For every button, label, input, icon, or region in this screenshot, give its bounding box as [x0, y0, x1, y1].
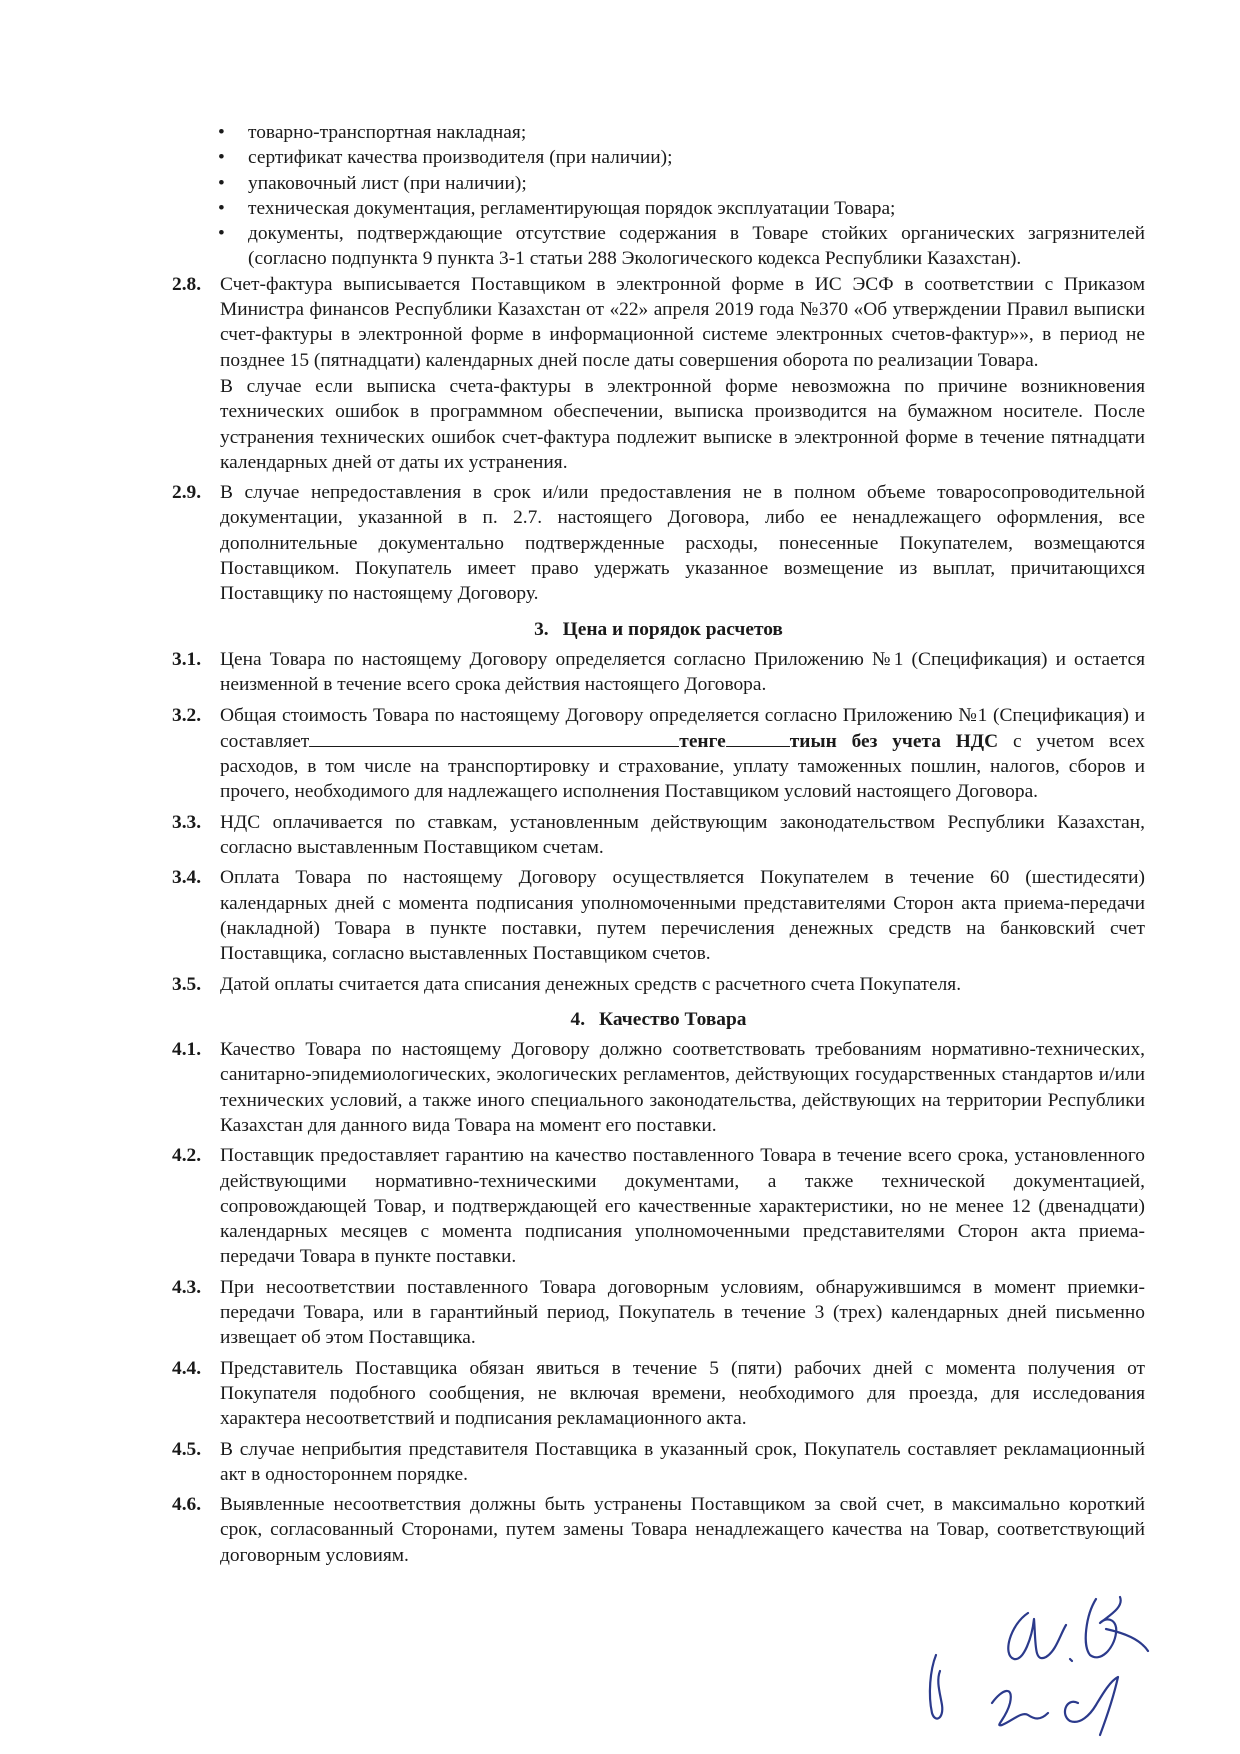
clause-4-1 — [172, 1037, 1145, 1138]
clause-number: 4.6. — [172, 1494, 202, 1516]
currency-label: тиын без учета НДС — [789, 730, 999, 752]
clause-paragraph: В случае неприбытия представителя Поставщика в указанный срок, Покупатель составляет рекламационный акт в одностороннем порядке. — [220, 1438, 1145, 1485]
clause-paragraph: В случае непредоставления в срок и/или предоставления не в полном объеме товаросопроводительной документации, указанной в п. 2.7. настоящего Договора, либо ее ненадлежащего оформления, все дополнительные документально подтвержденные расходы, понесенные Покупателем, возмещаются Поставщиком. Покупатель имеет право удержать указанное возмещение из выплат, причитающихся Поставщику по настоящему Договору. — [220, 482, 1145, 605]
clause-paragraph — [220, 703, 1145, 805]
list-item-text: товарно-транспортная накладная; — [248, 122, 527, 143]
clause-number: 4.3. — [172, 1276, 202, 1298]
clause-number: 4.1. — [172, 1039, 202, 1061]
signature-stroke — [1106, 1629, 1148, 1651]
signature-stroke — [1065, 1677, 1118, 1735]
list-item — [172, 196, 1145, 221]
clause-number: 3.5. — [172, 973, 202, 995]
clause-3-2 — [172, 703, 1145, 805]
clause-number: 3.4. — [172, 867, 202, 889]
clause-paragraph: Выявленные несоответствия должны быть устранены Поставщиком за свой счет, в максимально короткий срок, согласованный Сторонами, путем замены Товара ненадлежащего качества на Товар, соответствующий договорным условиям. — [220, 1494, 1145, 1566]
clause-number: 4.5. — [172, 1438, 202, 1460]
clause-paragraph: Цена Товара по настоящему Договору определяется согласно Приложению №1 (Спецификация) и остается неизменной в течение всего срока действия настоящего Договора. — [220, 648, 1145, 696]
signature-stroke — [930, 1655, 942, 1719]
section-number: 3. — [534, 618, 549, 640]
clause-number: 2.8. — [172, 273, 202, 295]
list-item — [172, 221, 1145, 272]
clause-3-4 — [172, 865, 1145, 966]
bullet-icon: • — [218, 172, 225, 194]
clause-4-5 — [172, 1437, 1145, 1488]
clause-paragraph: При несоответствии поставленного Товара договорным условиям, обнаружившимся в момент приемки-передачи Товара, или в гарантийный период, Покупатель в течение 3 (трех) календарных дней письменно извещает об этом Поставщика. — [220, 1276, 1145, 1349]
clause-number: 3.2. — [172, 704, 202, 726]
clause-paragraph: Датой оплаты считается дата списания денежных средств с расчетного счета Покупателя. — [220, 973, 962, 995]
clause-4-2 — [172, 1143, 1145, 1269]
signature-stroke — [1086, 1597, 1121, 1657]
list-item — [172, 145, 1145, 170]
signature-stroke — [1070, 1659, 1072, 1661]
section-heading — [172, 1007, 1145, 1032]
bullet-icon: • — [218, 223, 225, 245]
currency-label: тенге — [679, 730, 726, 752]
section-title: Качество Товара — [599, 1008, 747, 1030]
signature-stroke — [992, 1691, 1048, 1725]
clause-number: 4.2. — [172, 1145, 202, 1167]
amount-blank-tenge — [309, 728, 679, 747]
clause-4-4 — [172, 1356, 1145, 1432]
list-item — [172, 120, 1145, 145]
clause-number: 3.1. — [172, 648, 202, 670]
bullet-icon: • — [218, 122, 225, 143]
document-list — [172, 120, 1145, 272]
list-item-text: сертификат качества производителя (при наличии); — [248, 147, 673, 169]
signature-stroke — [1008, 1613, 1066, 1659]
clause-3-3 — [172, 810, 1145, 861]
clause-2-9 — [172, 480, 1145, 606]
clause-4-6 — [172, 1492, 1145, 1568]
clause-2-8 — [172, 272, 1145, 475]
handwritten-signatures — [910, 1585, 1180, 1745]
clause-number: 4.4. — [172, 1357, 202, 1379]
section-title: Цена и порядок расчетов — [562, 618, 783, 640]
clause-3-1 — [172, 647, 1145, 698]
clause-text: с учетом всех расходов, в том числе на транспортировку и страхование, уплату таможенных пошлин, налогов, сборов и прочего, необходимого для надлежащего исполнения Поставщиком условий настоящего Договора. — [220, 730, 1145, 803]
list-item-text: упаковочный лист (при наличии); — [248, 172, 527, 194]
clause-text: Общая стоимость Товара по настоящему Договору определяется согласно Приложению №1 (Спецификация) и составляет — [220, 704, 1145, 752]
list-item-text: документы, подтверждающие отсутствие содержания в Товаре стойких органических загрязнителей (согласно подпункта 9 пункта 3-1 статьи 288 Экологического кодекса Республики Казахстан). — [248, 223, 1145, 270]
clause-paragraph: Оплата Товара по настоящему Договору осуществляется Покупателем в течение 60 (шестидесяти) календарных дней с момента подписания уполномоченными представителями Сторон акта приема-передачи (накладной) Товара в пункте поставки, путем перечисления денежных средств на банковский счет Поставщика, согласно выставленных Поставщиком счетов. — [220, 867, 1145, 965]
clause-4-3 — [172, 1275, 1145, 1351]
clause-paragraph: Представитель Поставщика обязан явиться в течение 5 (пяти) рабочих дней с момента получения от Покупателя подобного сообщения, не включая времени, необходимого для проезда, для исследования характера несоответствий и подписания рекламационного акта. — [220, 1357, 1145, 1430]
clause-paragraph: Поставщик предоставляет гарантию на качество поставленного Товара в течение всего срока, установленного действующими нормативно-техническими документами, а также технической документацией, сопровождающей Товар, и подтверждающей его качественные характеристики, но не менее 12 (двенадцати) календарных месяцев с момента подписания уполномоченными представителями Сторон акта приема-передачи Товара в пункте поставки. — [220, 1145, 1145, 1268]
clause-paragraph: НДС оплачивается по ставкам, установленным действующим законодательством Республики Казахстан, согласно выставленным Поставщиком счетам. — [220, 811, 1145, 859]
clause-3-5 — [172, 972, 1145, 997]
section-number: 4. — [570, 1008, 586, 1030]
list-item-text: техническая документация, регламентирующая порядок эксплуатации Товара; — [248, 197, 896, 219]
amount-blank-tiyn — [726, 728, 790, 747]
clause-number: 3.3. — [172, 811, 202, 833]
bullet-icon: • — [218, 197, 225, 219]
clause-paragraph: В случае если выписка счета-фактуры в электронной форме невозможна по причине возникновения технических ошибок в программном обеспечении, выписка производится на бумажном носителе. После устранения технических ошибок счет-фактура подлежит выписке в электронной форме в течение пятнадцати календарных дней от даты их устранения. — [220, 375, 1145, 473]
clause-number: 2.9. — [172, 482, 202, 504]
clause-paragraph: Счет-фактура выписывается Поставщиком в электронной форме в ИС ЭСФ в соответствии с Приказом Министра финансов Республики Казахстан от «22» апреля 2019 года №370 «Об утверждении Правил выписки счет-фактуры в электронной форме в информационной системе электронных счетов-фактур»», в период не позднее 15 (пятнадцати) календарных дней после даты совершения оборота по реализации Товара. — [220, 273, 1145, 371]
list-item — [172, 171, 1145, 196]
bullet-icon: • — [218, 147, 225, 169]
clause-paragraph: Качество Товара по настоящему Договору должно соответствовать требованиям нормативно-технических, санитарно-эпидемиологических, экологических регламентов, действующих государственных стандартов и/или технических условий, а также иного специального законодательства, действующих на территории Республики Казахстан для данного вида Товара на момент его поставки. — [220, 1039, 1145, 1136]
document-body — [172, 120, 1145, 1573]
section-heading — [172, 617, 1145, 642]
